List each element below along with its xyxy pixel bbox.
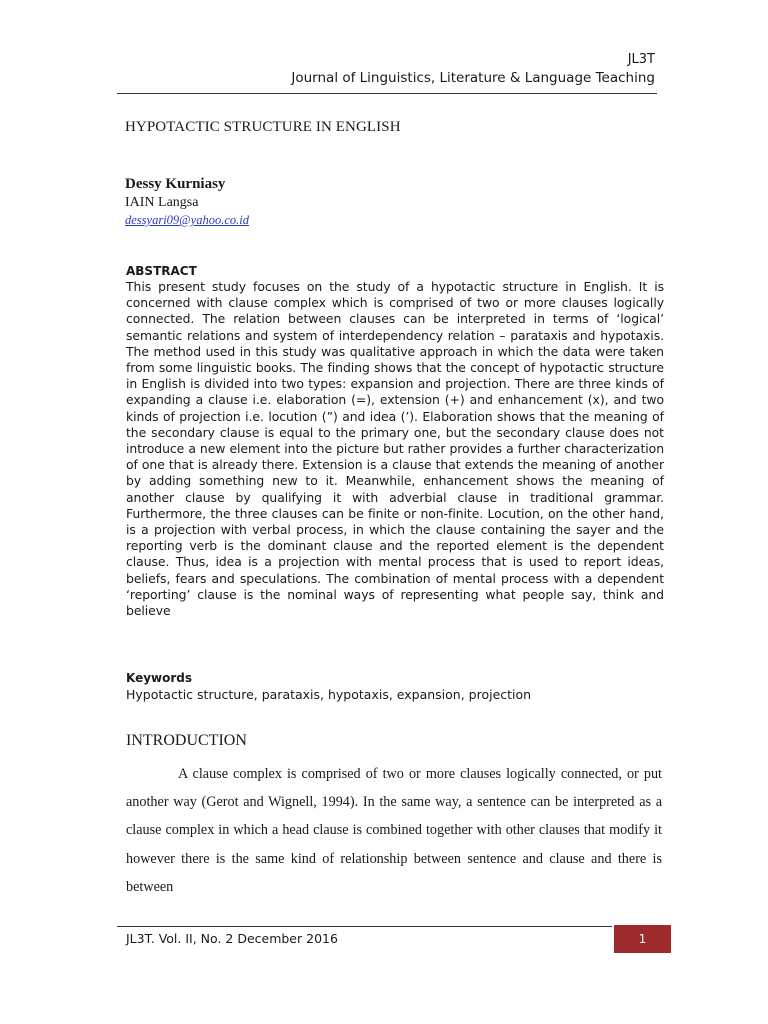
abstract-body: This present study focuses on the study of a hypotactic structure in English. It is concerned with clause complex which is comprised of two or more clauses logically connected. The relation between clauses can be interpreted in terms of ‘logical’ semantic relations and system of interdependency relation – parataxis and hypotaxis. The method used in this study was qualitative approach in which the data were taken from some linguistic books. The finding shows that the concept of hypotactic structure in English is divided into two types: expansion and projection. There are three kinds of expanding a clause i.e. elaboration (=), extension (+) and enhancement (x), and two kinds of projection i.e. locution (”) and idea (’). Elaboration shows that the meaning of the secondary clause is equal to the primary one, but the secondary clause does not introduce a new element into the picture but rather provides a further characterization of one that is already there. Extension is a clause that extends the meaning of another by adding something new to it. Meanwhile, enhancement shows the meaning of another clause by qualifying it with adverbial clause in traditional grammar. Furthermore, the three clauses can be finite or non-finite. Locution, on the other hand, is a projection with verbal process, in which the clause containing the sayer and the reporting verb is the dominant clause and the reported element is the dependent clause. Thus, idea is a projection with mental process that is used to report ideas, beliefs, fears and speculations. The combination of mental process with a dependent ‘reporting’ clause is the nominal ways of representing what people say, think and believe: [126, 279, 664, 619]
keywords-body: Hypotactic structure, parataxis, hypotaxis, expansion, projection: [126, 687, 532, 702]
footer-citation: JL3T. Vol. II, No. 2 December 2016: [126, 931, 338, 946]
journal-name: Journal of Linguistics, Literature & Language Teaching: [291, 70, 655, 86]
introduction-body: A clause complex is comprised of two or more clauses logically connected, or put another way (Gerot and Wignell, 1994). In the same way, a sentence can be interpreted as a clause complex in which a head clause is combined together with other clauses that modify it however there is the same kind of relationship between sentence and clause and there is between: [126, 766, 662, 895]
paper-title: HYPOTACTIC STRUCTURE IN ENGLISH: [125, 119, 401, 135]
footer-divider: [117, 926, 612, 927]
abstract-heading: ABSTRACT: [126, 264, 197, 278]
header-divider: [117, 93, 657, 94]
journal-code: JL3T: [627, 52, 655, 67]
introduction-heading: INTRODUCTION: [126, 732, 247, 749]
author-affiliation: IAIN Langsa: [125, 195, 199, 210]
page-number: 1: [638, 932, 647, 946]
keywords-heading: Keywords: [126, 671, 193, 685]
author-name: Dessy Kurniasy: [125, 176, 226, 192]
page-number-box: [614, 925, 671, 953]
author-email-link[interactable]: dessyari09@yahoo.co.id: [125, 213, 249, 227]
